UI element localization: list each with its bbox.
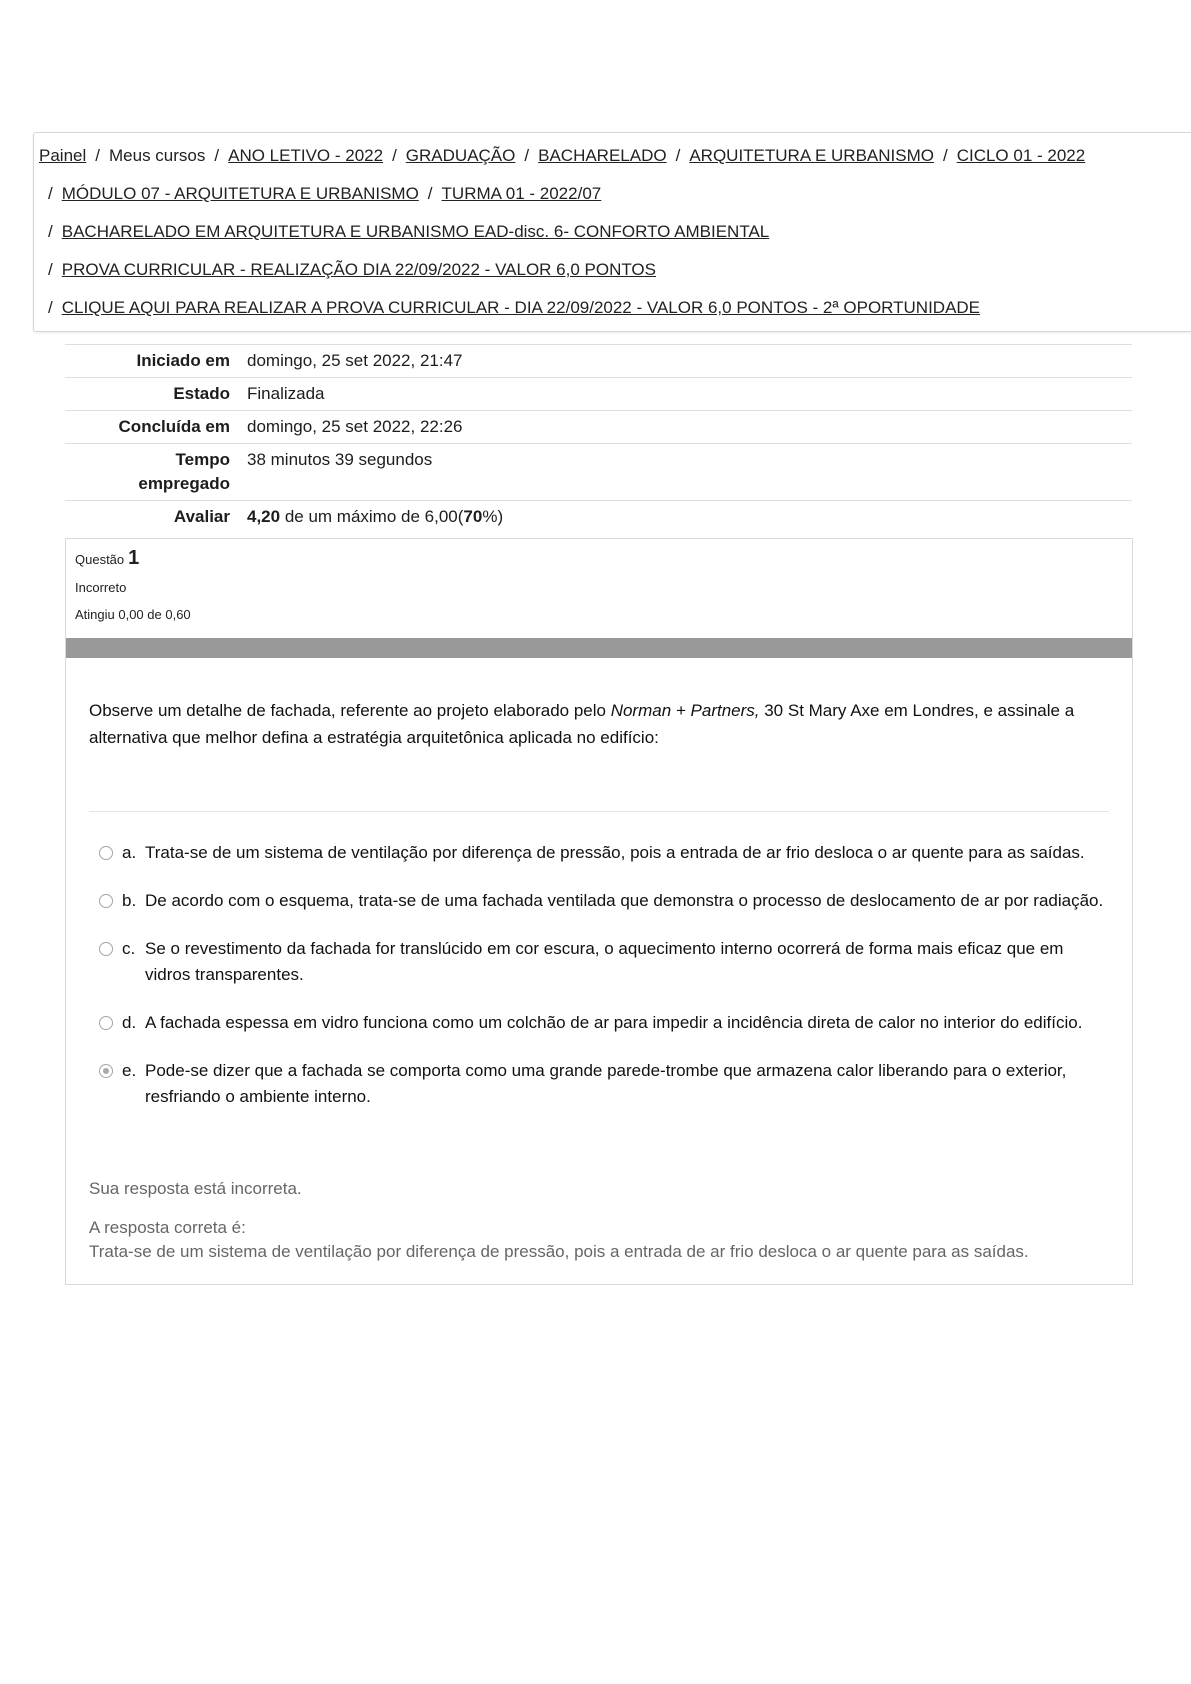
breadcrumb-separator: / — [48, 260, 53, 279]
breadcrumb-line-3 — [39, 222, 769, 242]
breadcrumb-line-4 — [39, 260, 656, 280]
question-state: Incorreto — [75, 580, 127, 595]
breadcrumb-separator: / — [48, 222, 53, 241]
question-text-part-2: 30 St Mary Axe em Londres, e assinale a alternativa que melhor defina a estratégia arquitetônica aplicada no edifício: — [89, 701, 1075, 747]
breadcrumb-turma-link[interactable]: TURMA 01 - 2022/07 — [441, 184, 602, 203]
breadcrumb-bacharelado-link[interactable]: BACHARELADO — [538, 146, 667, 165]
feedback-correct-answer: Trata-se de um sistema de ventilação por diferença de pressão, pois a entrada de ar frio desloca o ar quente para as saídas. — [89, 1242, 1029, 1261]
state-label: Estado — [173, 384, 230, 403]
option-letter-b: b. — [122, 891, 137, 910]
breadcrumb-separator: / — [942, 146, 948, 165]
question-text-italic: Norman + Partners, — [610, 701, 760, 720]
breadcrumb-separator: / — [524, 146, 530, 165]
time-label-line-2: empregado — [138, 474, 230, 493]
answer-option-e[interactable] — [99, 1058, 1109, 1110]
answer-option-b[interactable] — [99, 888, 1109, 914]
question-label: Questão — [75, 552, 125, 567]
question-info — [75, 547, 191, 622]
summary-row-completed — [65, 410, 1132, 443]
breadcrumb-ciclo-link[interactable]: CICLO 01 - 2022 — [956, 146, 1086, 165]
time-label-line-1: Tempo — [175, 450, 230, 469]
breadcrumb-graduacao-link[interactable]: GRADUAÇÃO — [405, 146, 516, 165]
question-number-heading — [75, 547, 191, 570]
question-mark: Atingiu 0,00 de 0,60 — [75, 607, 191, 622]
radio-button-c[interactable] — [99, 942, 113, 956]
question-text — [89, 697, 1099, 751]
summary-row-started — [65, 344, 1132, 377]
radio-button-d[interactable] — [99, 1016, 113, 1030]
breadcrumb-separator: / — [427, 184, 433, 203]
grade-max: de um máximo de 6,00( — [280, 507, 464, 526]
option-text-d: A fachada espessa em vidro funciona como um colchão de ar para impedir a incidência direta de calor no interior do edifício. — [145, 1013, 1083, 1032]
breadcrumb-arquitetura-link[interactable]: ARQUITETURA E URBANISMO — [689, 146, 934, 165]
radio-button-e[interactable] — [99, 1064, 113, 1078]
breadcrumb-separator: / — [48, 184, 53, 203]
started-value: domingo, 25 set 2022, 21:47 — [247, 351, 463, 370]
breadcrumb-separator: / — [214, 146, 220, 165]
attempt-summary-table — [65, 344, 1132, 533]
option-text-c: Se o revestimento da fachada for translúcido em cor escura, o aquecimento interno ocorrerá de forma mais eficaz que em vidros transparentes. — [145, 939, 1064, 984]
option-text-b: De acordo com o esquema, trata-se de uma fachada ventilada que demonstra o processo de deslocamento de ar por radiação. — [145, 891, 1104, 910]
radio-button-a[interactable] — [99, 846, 113, 860]
option-letter-c: c. — [122, 939, 136, 958]
completed-label: Concluída em — [118, 417, 230, 436]
grade-value — [230, 501, 503, 533]
answer-option-d[interactable] — [99, 1010, 1109, 1036]
grade-percent: 70 — [463, 507, 483, 526]
summary-row-time — [65, 443, 1132, 500]
option-letter-a: a. — [122, 843, 137, 862]
question-number: 1 — [128, 547, 140, 569]
breadcrumb-separator: / — [675, 146, 681, 165]
feedback-correct-label: A resposta correta é: — [89, 1218, 246, 1237]
completed-value: domingo, 25 set 2022, 22:26 — [247, 417, 463, 436]
grade-score: 4,20 — [247, 507, 281, 526]
answer-option-a[interactable] — [99, 840, 1109, 866]
breadcrumb-disciplina-link[interactable]: BACHARELADO EM ARQUITETURA E URBANISMO EAD-disc. 6- CONFORTO AMBIENTAL — [61, 222, 770, 241]
breadcrumb-meus-cursos: Meus cursos — [109, 146, 206, 165]
started-label: Iniciado em — [136, 351, 230, 370]
breadcrumb-prova-link[interactable]: PROVA CURRICULAR - REALIZAÇÃO DIA 22/09/2022 - VALOR 6,0 PONTOS — [61, 260, 656, 279]
radio-button-b[interactable] — [99, 894, 113, 908]
question-card — [65, 538, 1133, 1285]
breadcrumb — [33, 132, 1191, 332]
breadcrumb-ano-letivo-link[interactable]: ANO LETIVO - 2022 — [228, 146, 384, 165]
breadcrumb-line-5 — [39, 298, 980, 318]
time-label — [65, 444, 230, 500]
option-text-e: Pode-se dizer que a fachada se comporta como uma grande parede-trombe que armazena calor liberando para o exterior, resfriando o ambiente interno. — [145, 1061, 1067, 1106]
answer-option-c[interactable] — [99, 936, 1109, 988]
breadcrumb-separator: / — [48, 298, 53, 317]
question-header-bar — [66, 638, 1132, 658]
time-value: 38 minutos 39 segundos — [247, 450, 433, 469]
breadcrumb-line-1 — [39, 146, 1085, 166]
question-divider — [89, 811, 1109, 812]
breadcrumb-separator: / — [392, 146, 397, 165]
breadcrumb-painel-link[interactable]: Painel — [39, 146, 87, 165]
summary-row-grade — [65, 500, 1132, 533]
grade-label: Avaliar — [173, 507, 230, 526]
option-letter-d: d. — [122, 1013, 137, 1032]
summary-row-state — [65, 377, 1132, 410]
breadcrumb-line-2 — [39, 184, 601, 204]
feedback-incorrect: Sua resposta está incorreta. — [89, 1179, 302, 1198]
breadcrumb-separator: / — [95, 146, 100, 165]
option-letter-e: e. — [122, 1061, 137, 1080]
state-value: Finalizada — [247, 384, 325, 403]
option-text-a: Trata-se de um sistema de ventilação por diferença de pressão, pois a entrada de ar frio desloca o ar quente para as saídas. — [145, 843, 1085, 862]
breadcrumb-modulo-link[interactable]: MÓDULO 07 - ARQUITETURA E URBANISMO — [61, 184, 419, 203]
breadcrumb-realizar-prova-link[interactable]: CLIQUE AQUI PARA REALIZAR A PROVA CURRICULAR - DIA 22/09/2022 - VALOR 6,0 PONTOS - 2ª OPORTUNIDADE — [61, 298, 981, 317]
question-text-part-1: Observe um detalhe de fachada, referente ao projeto elaborado pelo — [89, 701, 611, 720]
grade-percent-suffix: %) — [482, 507, 504, 526]
